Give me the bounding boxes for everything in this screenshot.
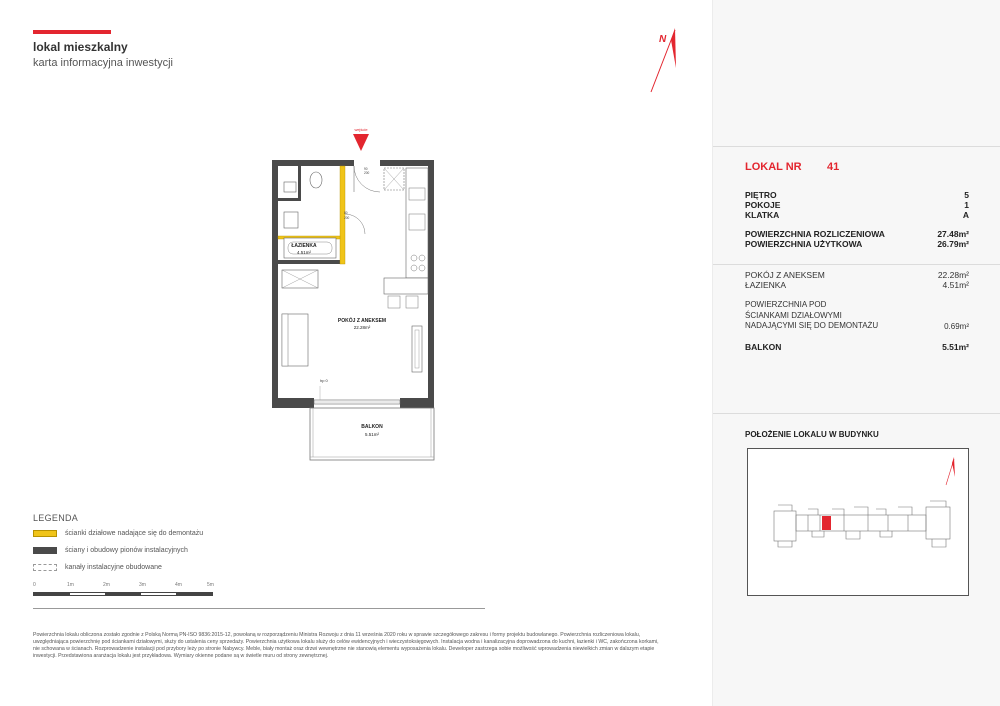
scale-bar	[33, 582, 213, 602]
entrance-label: wejście	[354, 127, 368, 132]
bathroom-area: 4.51m²	[296, 250, 312, 255]
building-location-map	[747, 448, 969, 596]
door-height-2: 200	[344, 216, 350, 220]
lokal-number: 41	[827, 161, 840, 173]
info-row-usable-area: POWIERZCHNIA UŻYTKOWA 26.79m²	[745, 239, 969, 249]
scale-label: 5m	[207, 582, 214, 588]
floor-plan	[262, 118, 462, 468]
document-title: lokal mieszkalny	[33, 40, 128, 54]
north-arrow-icon	[645, 20, 685, 95]
legend	[33, 513, 493, 571]
document-subtitle: karta informacyjna inwestycji	[33, 57, 173, 69]
scale-label: 2m	[103, 582, 110, 588]
unit-location-marker	[822, 516, 831, 530]
legend-title: LEGENDA	[33, 513, 79, 523]
lokal-label: LOKAL NR	[745, 161, 802, 173]
building-outline	[748, 449, 968, 595]
room-label: POKÓJ Z ANEKSEM	[337, 318, 387, 324]
legend-item-demolition: ścianki działowe nadające się do demontażu	[33, 528, 203, 538]
info-row-balcony: BALKON 5.51m²	[745, 342, 969, 352]
footnote: Powierzchnia lokalu obliczona zostało zgodnie z Polską Normą PN-ISO 9836:2015-12, powołaną w rozporządzeniu Ministra Rozwoju z dnia 11 września 2020 roku w sprawie szczegółowego zakresu i formy projektu budowlanego. Powierzchnia rozliczeniowa lokalu, uwzględniająca powierzchnię pod ściankami działowymi, służy do ustalenia ceny sprzedaży. Powierzchnia użytkowa lokalu służy do celów ewidencyjnych i wieczystoksięgowych. Instalacja wodna i kanalizacyjna doprowadzona do kuchni, łazienki i WC, zakończona korkami, nie schowana w ścianach. Rozprowadzenie instalacji pod przybory leży po stronie Nabywcy. Meble, biały montaż oraz drzwi wewnętrzne nie stanowią elementu wyposażenia lokalu. Deweloper zastrzega sobie możliwość wprowadzenia niewielkich zmian w dalszym etapie inwestycji. Przedstawiona aranżacja lokalu jest przykładowa. Wymiary okienne podane są w świetle muru od strony zewnętrznej.	[33, 632, 659, 659]
scale-label: 3m	[139, 582, 146, 588]
location-title: POŁOŻENIE LOKALU W BUDYNKU	[745, 430, 879, 439]
info-panel	[712, 0, 1000, 706]
divider	[713, 264, 1000, 265]
legend-item-channels: kanały instalacyjne obudowane	[33, 562, 162, 572]
divider	[33, 608, 485, 609]
info-row-staircase: KLATKA A	[745, 210, 969, 220]
room-area: 22.28m²	[353, 325, 371, 330]
divider	[713, 146, 1000, 147]
info-row-rooms: POKOJE 1	[745, 200, 969, 210]
scale-label: 0	[33, 582, 36, 588]
door-width-1: 90	[364, 167, 368, 171]
threshold-label: hp 0	[320, 378, 328, 383]
north-label: N	[659, 34, 667, 45]
entrance-arrow-icon	[353, 134, 369, 151]
door-height-1: 200	[364, 171, 370, 175]
legend-swatch-yellow	[33, 530, 57, 537]
info-row-demolition-area: POWIERZCHNIA POD ŚCIANKAMI DZIAŁOWYMI NADAJĄCYMI SIĘ DO DEMONTAŻU 0.69m²	[745, 300, 969, 331]
scale-label: 1m	[67, 582, 74, 588]
info-row-bathroom-area: ŁAZIENKA 4.51m²	[745, 280, 969, 290]
legend-item-walls: ściany i obudowy pionów instalacyjnych	[33, 545, 188, 555]
info-row-floor: PIĘTRO 5	[745, 190, 969, 200]
door-width-2: 80	[344, 211, 348, 215]
info-row-room-area: POKÓJ Z ANEKSEM 22.28m²	[745, 270, 969, 280]
demolition-wall	[340, 166, 345, 264]
divider	[713, 413, 1000, 414]
legend-swatch-dashed	[33, 564, 57, 571]
info-row-billing-area: POWIERZCHNIA ROZLICZENIOWA 27.48m²	[745, 229, 969, 239]
balcony-label: BALKON	[361, 424, 383, 430]
scale-label: 4m	[175, 582, 182, 588]
legend-swatch-dark	[33, 547, 57, 554]
minimap-north-icon	[946, 457, 955, 485]
bathroom-label: ŁAZIENKA	[291, 243, 317, 249]
header-accent-bar	[33, 30, 111, 34]
balcony-area: 5.51m²	[364, 432, 380, 437]
